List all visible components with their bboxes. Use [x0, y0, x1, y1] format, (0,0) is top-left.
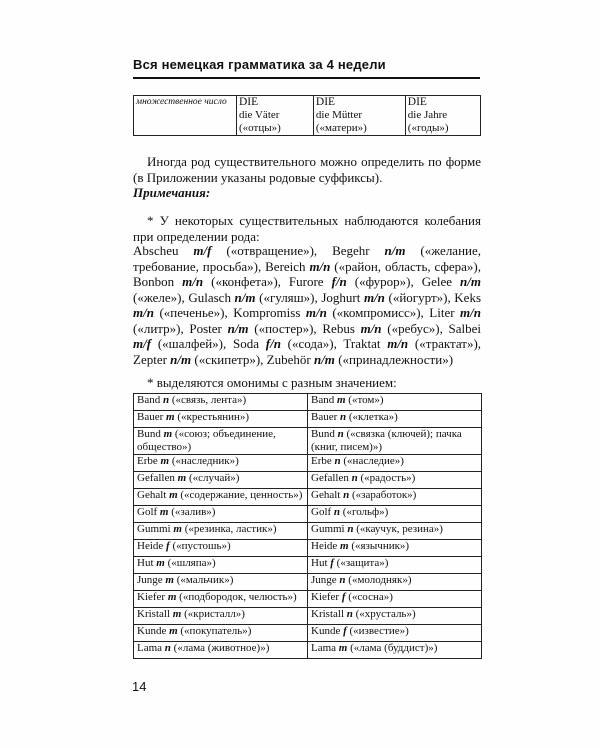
- entry-gender: m/f: [133, 336, 152, 351]
- plural-cell: [405, 96, 480, 136]
- entry-gender: n/m: [227, 320, 249, 336]
- homonym-word: Gehalt: [311, 489, 341, 501]
- homonym-meaning: («шляпа»): [167, 557, 216, 569]
- table-row: [134, 489, 482, 506]
- homonym-cell: [134, 428, 308, 455]
- entry-meaning: («принадлежности»): [338, 351, 454, 367]
- homonym-word: Hut: [311, 557, 328, 569]
- homonym-cell: [134, 472, 308, 489]
- homonym-cell: [308, 625, 482, 642]
- entry-word: Furore: [288, 274, 324, 289]
- homonym-gender: m: [169, 489, 178, 501]
- homonym-meaning: («случай»): [188, 472, 240, 484]
- plural-word: die Mütter: [315, 109, 363, 121]
- homonym-meaning: («радость»): [360, 472, 416, 484]
- entry-meaning: («шалфей»),: [157, 336, 233, 351]
- plural-article: DIE: [315, 96, 336, 108]
- table-row: [134, 591, 482, 608]
- entry-word: Zubehör: [266, 351, 311, 367]
- entry-meaning: («желание, требование, просьба»),: [133, 243, 482, 274]
- homonym-word: Kunde: [311, 625, 341, 637]
- homonym-gender: m: [336, 394, 346, 406]
- entry-meaning: («компромисс»),: [332, 305, 430, 320]
- table-row: [134, 428, 482, 455]
- homonym-word: Kristall: [137, 608, 170, 620]
- homonym-cell: [134, 394, 308, 411]
- homonym-word: Heide: [311, 540, 338, 552]
- homonym-gender: n: [347, 523, 354, 535]
- homonym-gender: m: [160, 455, 170, 467]
- entry-meaning: («гуляш»),: [259, 289, 322, 305]
- homonym-gender: m: [165, 574, 174, 586]
- fluctuation-list: [133, 243, 481, 367]
- homonym-word: Band: [137, 394, 161, 406]
- entry-gender: m/n: [182, 274, 204, 289]
- homonym-cell: [308, 472, 482, 489]
- entry-meaning: («трактат»),: [414, 336, 482, 351]
- entry-meaning: («ребус»),: [387, 320, 449, 336]
- entry-meaning: («сода»),: [287, 336, 344, 351]
- homonym-gender: m: [159, 506, 169, 518]
- entry-meaning: («конфета»),: [211, 274, 289, 289]
- entry-meaning: («печенье»),: [159, 305, 234, 320]
- homonym-word: Bauer: [311, 411, 338, 423]
- homonym-meaning: («союз; объединение, общество»): [137, 428, 276, 453]
- entry-word: Rebus: [322, 320, 355, 336]
- homonym-meaning: («покупатель»): [180, 625, 252, 637]
- homonym-cell: [134, 591, 308, 608]
- entry-gender: m/n: [363, 289, 385, 305]
- running-header: Вся немецкая грамматика за 4 недели: [133, 57, 386, 72]
- table-row: [134, 625, 482, 642]
- homonym-meaning: («пустошь»): [172, 540, 231, 552]
- entry-meaning: («фурор»),: [354, 274, 422, 289]
- homonym-meaning: («кристалл»): [184, 608, 245, 620]
- entry-gender: n/m: [313, 351, 335, 367]
- entry-meaning: («желе»),: [133, 289, 189, 305]
- homonym-gender: f: [330, 557, 334, 569]
- fluctuation-intro: * У некоторых существительных наблюдаются колебания при определении рода:: [133, 213, 481, 244]
- entry-word: Bereich: [265, 258, 306, 274]
- homonym-meaning: («связка (ключей); пачка (книг, писем)»): [311, 428, 462, 453]
- homonym-meaning: («резинка, ластик»): [184, 523, 277, 535]
- homonym-cell: [308, 411, 482, 428]
- homonym-meaning: («каучук, резина»): [356, 523, 443, 535]
- homonym-word: Golf: [137, 506, 158, 518]
- entry-word: Kompromiss: [233, 305, 301, 320]
- homonym-gender: m: [173, 523, 182, 535]
- homonym-cell: [308, 489, 482, 506]
- homonym-meaning: («язычник»): [351, 540, 410, 552]
- entry-word: Abscheu: [133, 243, 179, 258]
- entry-gender: m/n: [305, 305, 327, 320]
- homonym-word: Gefallen: [137, 472, 175, 484]
- homonym-meaning: («лама (животное)»): [173, 642, 270, 654]
- homonym-gender: m: [163, 428, 173, 440]
- table-row: [134, 394, 482, 411]
- homonym-word: Bund: [311, 428, 335, 440]
- homonym-gender: m: [156, 557, 165, 569]
- entry-meaning: («отвращение»),: [226, 243, 333, 258]
- homonym-meaning: («клетка»): [348, 411, 398, 423]
- homonym-cell: [134, 557, 308, 574]
- entry-gender: m/n: [387, 336, 409, 351]
- homonym-meaning: («содержание, ценность»): [180, 489, 303, 501]
- homonym-meaning: («том»): [348, 394, 384, 406]
- plural-table: [133, 95, 481, 136]
- homonym-gender: n: [164, 642, 171, 654]
- entry-gender: m/n: [133, 305, 154, 320]
- homonym-word: Bauer: [137, 411, 164, 423]
- homonym-cell: [308, 591, 482, 608]
- plural-article: DIE: [407, 96, 427, 108]
- homonym-word: Bund: [137, 428, 161, 440]
- homonym-gender: f: [343, 625, 347, 637]
- entry-gender: n/m: [170, 351, 192, 367]
- homonym-word: Kiefer: [137, 591, 166, 603]
- homonym-cell: [134, 642, 308, 659]
- homonym-cell: [134, 523, 308, 540]
- table-row: [134, 411, 482, 428]
- homonym-meaning: («заработок»): [351, 489, 417, 501]
- entry-word: Gulasch: [188, 289, 231, 305]
- homonym-word: Kiefer: [311, 591, 340, 603]
- homonym-cell: [308, 557, 482, 574]
- entry-meaning: («литр»),: [133, 320, 190, 336]
- homonym-meaning: («гольф»): [342, 506, 389, 518]
- homonym-cell: [134, 574, 308, 591]
- homonym-word: Gummi: [311, 523, 345, 535]
- entry-gender: f/n: [331, 274, 347, 289]
- homonym-word: Gummi: [137, 523, 171, 535]
- entry-gender: f/n: [265, 336, 281, 351]
- plural-word: die Väter: [239, 109, 280, 121]
- entry-word: Keks: [454, 289, 482, 305]
- table-row: [134, 523, 482, 540]
- homonym-word: Gehalt: [137, 489, 167, 501]
- homonym-gender: n: [162, 394, 170, 406]
- homonym-meaning: («залив»): [171, 506, 216, 518]
- homonym-word: Kunde: [137, 625, 167, 637]
- plural-word: die Jahre: [407, 109, 448, 121]
- table-row: [134, 574, 482, 591]
- entry-gender: n/m: [460, 274, 481, 289]
- plural-cell: [237, 96, 314, 136]
- homonym-cell: [308, 394, 482, 411]
- entry-word: Traktat: [343, 336, 381, 351]
- homonym-cell: [308, 455, 482, 472]
- plural-cell: [313, 96, 405, 136]
- entry-word: Bonbon: [133, 274, 175, 289]
- homonym-gender: n: [340, 411, 347, 423]
- intro-text: Иногда род существительного можно определить по форме (в Приложении указаны родовые суффиксы).: [133, 154, 481, 185]
- homonym-gender: n: [334, 455, 341, 467]
- homonym-cell: [308, 523, 482, 540]
- homonym-gender: n: [337, 428, 344, 440]
- table-row: [134, 472, 482, 489]
- table-row: [134, 506, 482, 523]
- homonym-gender: n: [343, 489, 350, 501]
- homonym-word: Erbe: [311, 455, 332, 467]
- homonym-meaning: («защита»): [336, 557, 389, 569]
- homonym-cell: [134, 625, 308, 642]
- homonym-meaning: («известие»): [349, 625, 409, 637]
- homonym-meaning: («связь, лента»): [171, 394, 247, 406]
- entry-word: Poster: [189, 320, 222, 336]
- notes-label: Примечания:: [133, 185, 211, 200]
- homonym-meaning: («лама (буддист)»): [350, 642, 438, 654]
- homonym-gender: n: [346, 608, 353, 620]
- homonym-meaning: («наследник»): [171, 455, 239, 467]
- homonym-meaning: («хрусталь»): [355, 608, 416, 620]
- table-row: [134, 642, 482, 659]
- homonym-cell: [134, 608, 308, 625]
- table-row: [134, 540, 482, 557]
- entry-meaning: («постер»),: [254, 320, 323, 336]
- homonym-gender: m: [338, 642, 348, 654]
- homonym-word: Lama: [311, 642, 337, 654]
- entry-meaning: («скипетр»),: [194, 351, 267, 367]
- homonym-meaning: («мальчик»): [176, 574, 234, 586]
- entry-word: Zepter: [133, 351, 167, 367]
- homonym-cell: [308, 428, 482, 455]
- entry-word: Liter: [429, 305, 455, 320]
- homonym-word: Kristall: [311, 608, 344, 620]
- plural-translation: («годы»): [407, 122, 449, 134]
- entry-gender: n/m: [234, 289, 256, 305]
- plural-label: множественное число: [134, 96, 237, 136]
- homonym-word: Junge: [137, 574, 163, 586]
- entry-gender: m/n: [309, 258, 331, 274]
- homonym-cell: [308, 642, 482, 659]
- homonym-cell: [134, 540, 308, 557]
- homonym-word: Golf: [311, 506, 332, 518]
- homonym-gender: m: [169, 625, 178, 637]
- homonym-meaning: («подбородок, челюсть»): [179, 591, 297, 603]
- homonyms-table: [133, 393, 482, 659]
- plural-article: DIE: [239, 96, 259, 108]
- homonyms-intro: * выделяются омонимы с разным значением:: [147, 375, 397, 390]
- table-row: [134, 608, 482, 625]
- homonym-cell: [134, 506, 308, 523]
- entry-meaning: («район, область, сфера»),: [334, 258, 481, 274]
- homonym-word: Junge: [311, 574, 337, 586]
- entry-gender: n/m: [384, 243, 406, 258]
- entry-gender: m/f: [193, 243, 212, 258]
- homonym-word: Erbe: [137, 455, 158, 467]
- header-rule: [133, 77, 480, 79]
- homonym-gender: m: [167, 591, 177, 603]
- plural-translation: («отцы»): [239, 122, 281, 134]
- intro-paragraph: [133, 154, 481, 201]
- homonym-gender: n: [351, 472, 358, 484]
- homonym-gender: f: [166, 540, 170, 552]
- homonym-gender: m: [340, 540, 349, 552]
- homonym-cell: [308, 506, 482, 523]
- homonym-gender: m: [177, 472, 187, 484]
- homonym-word: Band: [311, 394, 335, 406]
- homonym-gender: n: [333, 506, 341, 518]
- homonym-word: Lama: [137, 642, 163, 654]
- table-row: [134, 557, 482, 574]
- entry-word: Salbei: [448, 320, 482, 336]
- table-row: [134, 96, 481, 136]
- homonym-gender: n: [339, 574, 346, 586]
- entry-word: Gelee: [421, 274, 453, 289]
- homonym-word: Hut: [137, 557, 154, 569]
- plural-translation: («матери»): [315, 122, 367, 134]
- homonym-cell: [134, 489, 308, 506]
- entry-word: Joghurt: [321, 289, 361, 305]
- homonym-gender: f: [341, 591, 346, 603]
- homonym-gender: m: [166, 411, 175, 423]
- entry-meaning: («йогурт»),: [388, 289, 455, 305]
- entry-word: Soda: [233, 336, 259, 351]
- homonym-meaning: («молодняк»): [348, 574, 412, 586]
- homonym-word: Gefallen: [311, 472, 349, 484]
- homonym-meaning: («наследие»): [343, 455, 404, 467]
- homonym-cell: [134, 411, 308, 428]
- homonym-meaning: («крестьянин»): [177, 411, 250, 423]
- entry-gender: m/n: [460, 305, 482, 320]
- homonym-cell: [134, 455, 308, 472]
- homonym-cell: [308, 574, 482, 591]
- homonym-meaning: («сосна»): [348, 591, 393, 603]
- homonym-gender: m: [172, 608, 182, 620]
- entry-gender: m/n: [360, 320, 382, 336]
- table-row: [134, 455, 482, 472]
- homonym-word: Heide: [137, 540, 164, 552]
- page-number: 14: [132, 679, 147, 694]
- homonym-cell: [308, 540, 482, 557]
- homonym-cell: [308, 608, 482, 625]
- entry-word: Begehr: [332, 243, 370, 258]
